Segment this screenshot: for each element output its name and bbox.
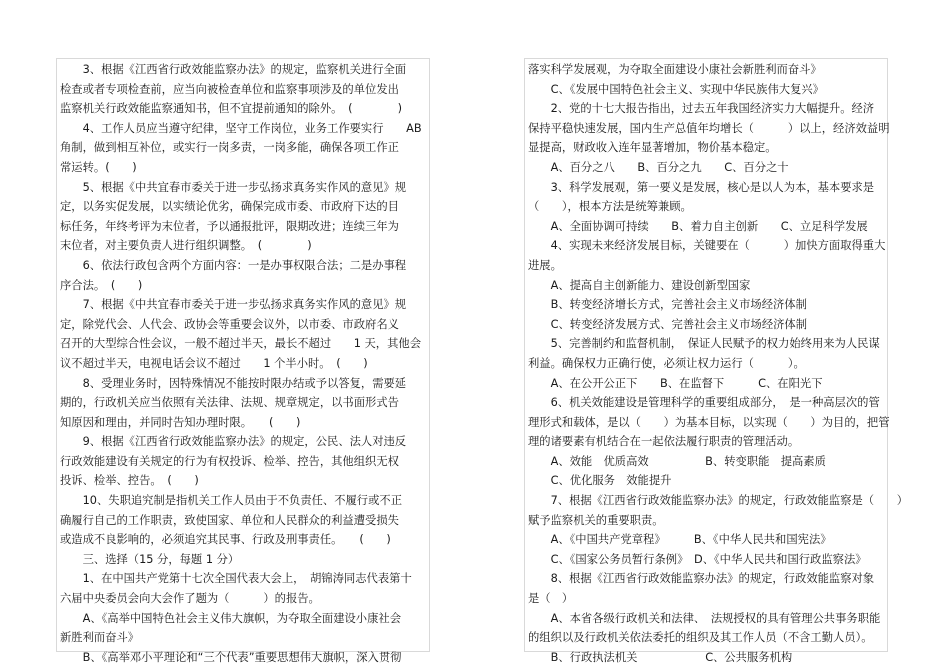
text-line: 末位者，对主要负责人进行组织调整。 ( ) [60,239,312,253]
text-line: 进展。 [528,258,562,272]
text-line: 5、根据《中共宜春市委关于进一步弘扬求真务实作风的意见》规 [60,180,407,194]
text-line: A、提高自主创新能力、建设创新型国家 [528,278,751,292]
left-column [60,60,428,667]
text-line: 是（ ） [528,592,574,606]
text-line: 检查或者专项检查前，应当向被检查单位和监察事项涉及的单位发出 [60,82,399,96]
text-line: 六届中央委员会向大会作了题为（ ）的报告。 [60,592,320,606]
text-line: 行政效能建设有关规定的行为有权投诉、检举、控告，其他组织无权 [60,454,399,468]
text-line: A、效能 优质高效 B、转变职能 提高素质 [528,454,826,468]
text-line: 7、根据《江西省行政效能监察办法》的规定，行政效能监察是（ ） [528,494,908,508]
text-line: 4、工作人员应当遵守纪律，坚守工作岗位，业务工作要实行 AB [60,121,422,135]
text-line: B、转变经济增长方式，完善社会主义市场经济体制 [528,298,807,312]
text-line: A、本省各级行政机关和法律、 法规授权的具有管理公共事务职能 [528,611,881,625]
text-line: 定，除党代会、人代会、政协会等重要会议外，以市委、市政府名义 [60,317,399,331]
text-line: 6、机关效能建设是管理科学的重要组成部分， 是一种高层次的管 [528,396,880,410]
text-line: 显提高，财政收入连年显著增加，物价基本稳定。 [528,141,777,155]
text-line: C、转变经济发展方式、完善社会主义市场经济体制 [528,317,808,331]
text-line: 序合法。 ( ) [60,278,143,292]
text-line: B、行政执法机关 C、公共服务机构 [528,650,793,664]
text-line: 确履行自己的工作职责，致使国家、单位和人民群众的利益遭受损失 [60,513,399,527]
text-line: 4、实现未来经济发展目标，关键要在（ ）加快方面取得重大 [528,239,886,253]
text-line: 8、受理业务时，因特殊情况不能按时限办结或予以答复，需要延 [60,376,407,390]
text-line: B、《高举邓小平理论和“三个代表”重要思想伟大旗帜，深入贯彻 [60,650,402,664]
text-line: A、《高举中国特色社会主义伟大旗帜，为夺取全面建设小康社会 [60,611,401,625]
text-line: 8、根据《江西省行政效能监察办法》的规定，行政效能监察对象 [528,572,875,586]
text-line: A、《中国共产党章程》 B、《中华人民共和国宪法》 [528,533,832,547]
text-line: 9、根据《江西省行政效能监察办法》的规定，公民、法人对违反 [60,435,407,449]
text-line: A、在公开公正下 B、在监督下 C、在阳光下 [528,376,823,390]
text-line: 7、根据《中共宜春市委关于进一步弘扬求真务实作风的意见》规 [60,298,407,312]
text-line: 6、依法行政包含两个方面内容：一是办事权限合法；二是办事程 [60,258,407,272]
text-line: 理形式和载体，是以（ ）为基本目标，以实现（ ）为目的，把管 [528,415,890,429]
text-line: 保持平稳快速发展，国内生产总值年均增长（ ）以上，经济效益明 [528,121,890,135]
text-line: 3、科学发展观，第一要义是发展，核心是以人为本，基本要求是 [528,180,875,194]
right-column [528,60,908,667]
text-line: 利益。确保权力正确行使，必须让权力运行（ ）。 [528,356,805,370]
text-line: 投诉、检举、控告。 ( ) [60,474,199,488]
text-line: （ ），根本方法是统筹兼顾。 [528,200,692,214]
text-line: 角制，做到相互补位，或实行一岗多责，一岗多能，确保各项工作正 [60,141,399,155]
text-line: 1、在中国共产党第十七次全国代表大会上， 胡锦涛同志代表第十 [60,572,412,586]
text-line: 常运转。( ) [60,160,137,174]
text-line: 知原因和理由，并同时告知办理时限。 ( ) [60,415,301,429]
text-line: 监察机关行政效能监察通知书，但不宜提前通知的除外。 ( ) [60,102,403,116]
text-line: 或造成不良影响的，必须追究其民事、行政及刑事责任。 ( ) [60,533,391,547]
text-line: A、全面协调可持续 B、着力自主创新 C、立足科学发展 [528,219,868,233]
text-line: C、优化服务 效能提升 [528,474,672,488]
text-line: 3、根据《江西省行政效能监察办法》的规定，监察机关进行全面 [60,63,407,76]
text-line: 期的，行政机关应当依照有关法律、法规、规章规定，以书面形式告 [60,396,399,410]
text-line: 理的诸要素有机结合在一起依法履行职责的管理活动。 [528,435,800,449]
text-line: 议不超过半天，电视电话会议不超过 1 个半小时。 ( ) [60,356,368,370]
text-line: 2、党的十七大报告指出，过去五年我国经济实力大幅提升。经济 [528,102,875,116]
text-line: 5、完善制约和监督机制， 保证人民赋予的权力始终用来为人民谋 [528,337,880,351]
text-line: 10、失职追究制是指机关工作人员由于不负责任、不履行或不正 [60,494,402,508]
text-line: 赋予监察机关的重要职责。 [528,513,664,527]
text-line: C、《发展中国特色社会主义、实现中华民族伟大复兴》 [528,82,824,96]
text-line: A、百分之八 B、百分之九 C、百分之十 [528,160,789,174]
text-line: 落实科学发展观，为夺取全面建设小康社会新胜利而奋斗》 [528,63,822,76]
text-line: 召开的大型综合性会议，一般不超过半天，最长不超过 1 天，其他会 [60,337,421,351]
text-line: 新胜利而奋斗》 [60,631,140,645]
text-line: 三、选择（15 分，每题 1 分） [60,552,240,566]
text-line: 标任务，年终考评为末位者，予以通报批评，限期改进；连续三年为 [60,219,399,233]
text-line: 的组织以及行政机关依法委托的组织及其工作人员（不含工勤人员）。 [528,631,873,645]
text-line: 定，以务实促发展，以实绩论优劣，确保完成市委、市政府下达的目 [60,200,399,214]
text-line: C、《国家公务员暂行条例》 D、《中华人民共和国行政监察法》 [528,552,867,566]
